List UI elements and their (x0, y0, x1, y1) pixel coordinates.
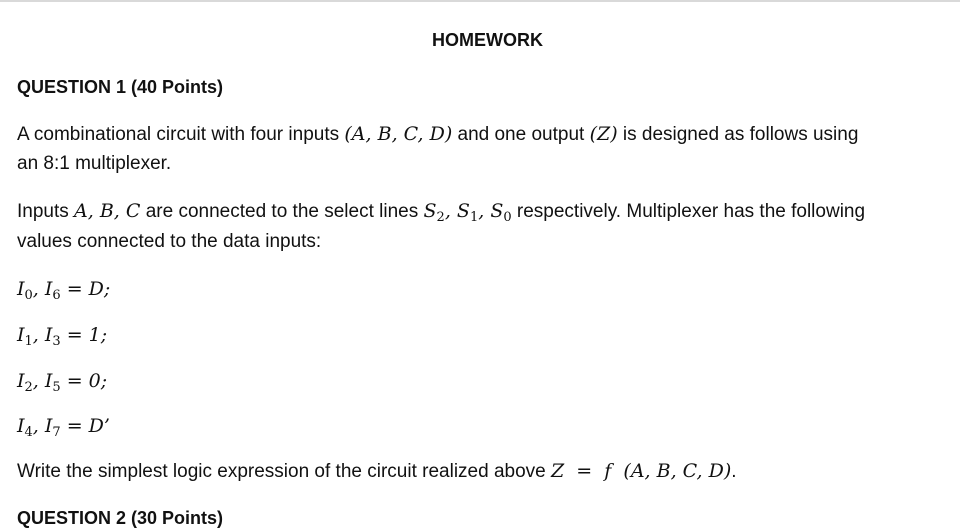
equation-2 (17, 324, 108, 349)
equation-term: I (17, 278, 25, 300)
question-1-heading: QUESTION 1 (40 Points) (17, 77, 224, 97)
inputs-expression: (A, B, C, D) (344, 123, 453, 145)
separator: , (32, 415, 45, 437)
subscript: 2 (24, 380, 33, 395)
top-divider (0, 0, 960, 2)
paragraph-text: are connected to the select lines (140, 201, 424, 222)
equation-term: I (17, 415, 25, 437)
select-line-s2: S (423, 200, 437, 222)
equation-1 (17, 278, 111, 303)
paragraph-text: Inputs (17, 201, 75, 222)
question-1-paragraph-1-line-1 (17, 123, 858, 146)
subscript: 6 (52, 288, 61, 303)
subscript: 4 (24, 425, 33, 440)
separator: , (32, 278, 45, 300)
paragraph-text: is designed as follows using (617, 124, 859, 145)
function-expression: Z = f (A, B, C, D) (551, 460, 732, 482)
paragraph-text: respectively. Multiplexer has the following (511, 201, 866, 222)
question-2-heading: QUESTION 2 (30 Points) (17, 508, 224, 528)
separator: , (478, 200, 491, 222)
equation-rhs: = 0; (60, 370, 108, 392)
question-1-paragraph-1-line-2: an 8:1 multiplexer. (17, 153, 172, 174)
subscript: 5 (52, 380, 61, 395)
select-line-s0: S (490, 200, 504, 222)
select-inputs-expression: A, B, C (74, 200, 141, 222)
separator: , (444, 200, 457, 222)
output-expression: (Z) (589, 123, 618, 145)
paragraph-text: A combinational circuit with four inputs (17, 124, 345, 145)
equation-rhs: = 1; (60, 324, 108, 346)
question-1-task (17, 460, 737, 483)
separator: , (32, 370, 45, 392)
subscript: 0 (503, 210, 512, 225)
document-title: HOMEWORK (432, 30, 543, 50)
paragraph-text: and one output (452, 124, 590, 145)
subscript: 1 (24, 334, 33, 349)
subscript: 0 (24, 288, 33, 303)
equation-rhs: = D; (60, 278, 111, 300)
select-lines-expression (423, 200, 512, 225)
question-1-paragraph-2-line-1 (17, 200, 865, 223)
select-line-s1: S (456, 200, 470, 222)
question-1-paragraph-2-line-2: values connected to the data inputs: (17, 231, 322, 252)
equation-term: I (44, 324, 53, 346)
subscript: 3 (52, 334, 61, 349)
equation-4 (17, 415, 110, 440)
subscript: 2 (436, 210, 445, 225)
equation-term: I (17, 370, 25, 392)
equation-term: I (44, 415, 53, 437)
subscript: 1 (469, 210, 479, 225)
task-text: Write the simplest logic expression of the circuit realized above (17, 461, 552, 482)
equation-term: I (17, 324, 25, 346)
equation-3 (17, 370, 108, 395)
task-end: . (731, 461, 737, 482)
equation-term: I (44, 370, 53, 392)
equation-rhs: = D’ (60, 415, 110, 437)
subscript: 7 (52, 425, 61, 440)
separator: , (32, 324, 45, 346)
equation-term: I (44, 278, 53, 300)
